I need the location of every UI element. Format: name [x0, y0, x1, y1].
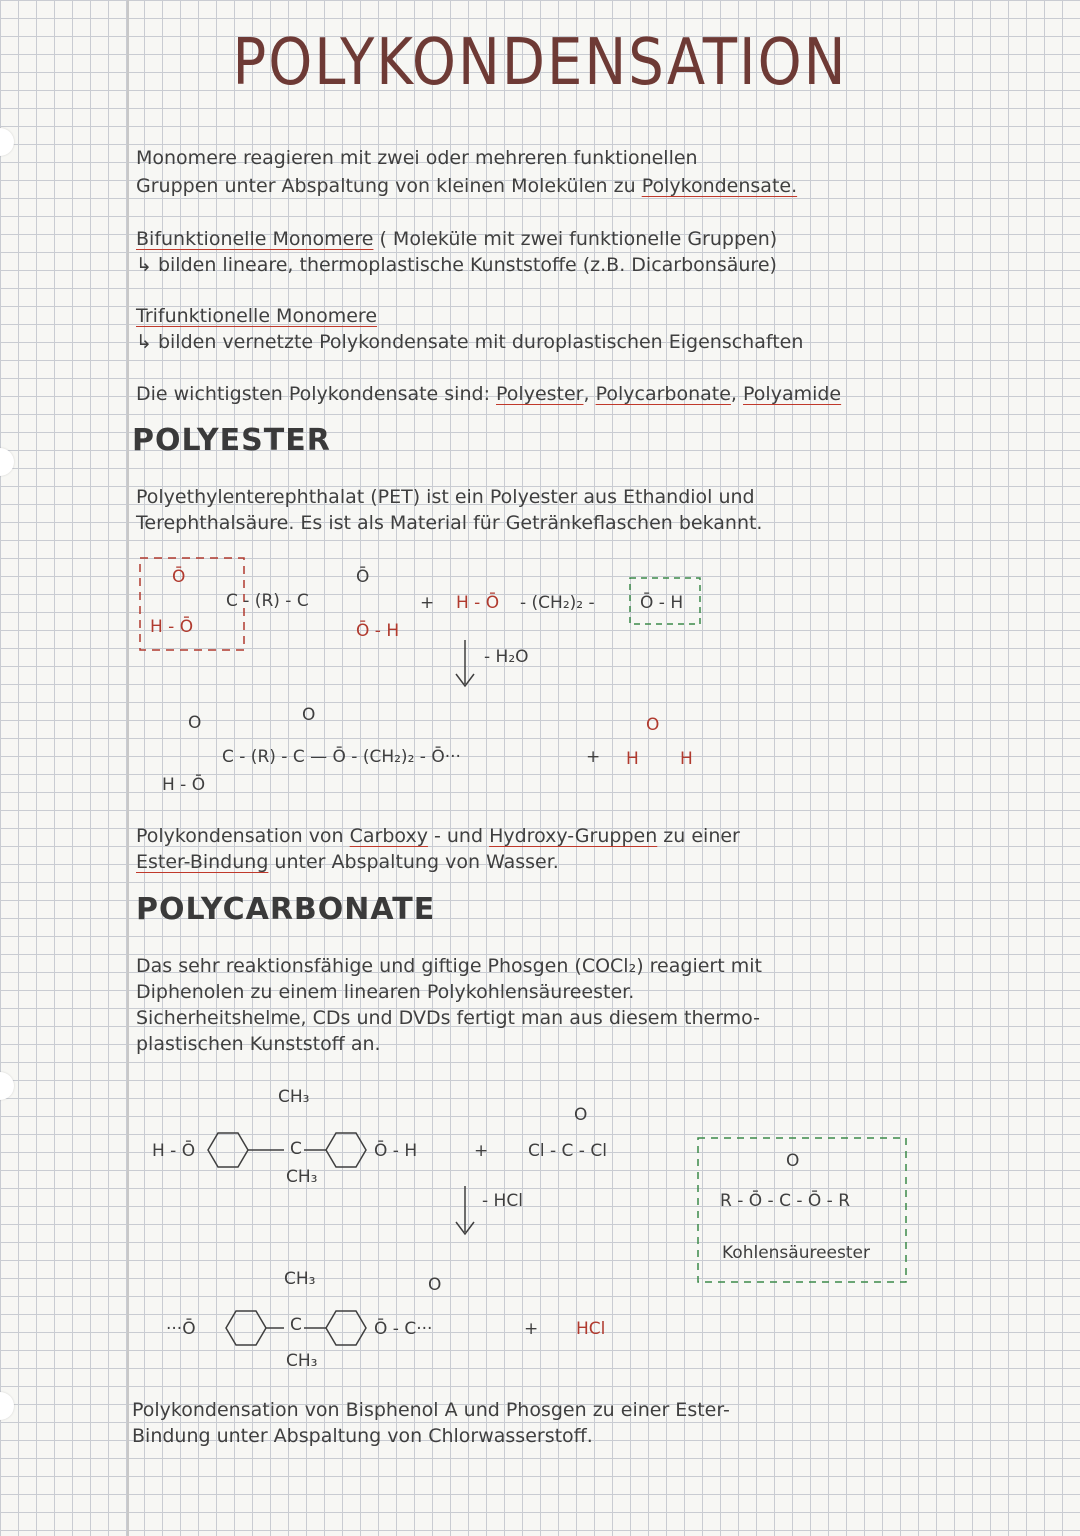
bisphenol-hydroxyl-left: H - Ō: [152, 1141, 196, 1161]
product-carbon: C: [290, 1315, 302, 1335]
water-o: O: [646, 715, 660, 735]
product-right-end: Ō - C···: [374, 1319, 433, 1339]
trifunctional-result: ↳ bilden vernetzte Polykondensate mit duroplastischen Eigenschaften: [136, 331, 804, 353]
ester-formula: R - Ō - C - Ō - R: [720, 1191, 851, 1211]
central-carbon: C: [290, 1139, 302, 1159]
product-plus: +: [586, 747, 601, 767]
intro-text: Gruppen unter Abspaltung von kleinen Molekülen zu: [136, 175, 642, 197]
separator: ,: [730, 383, 744, 405]
polycarbonate-heading: POLYCARBONATE: [136, 892, 436, 927]
pc-plus: +: [474, 1141, 489, 1161]
product-methyl-bottom: CH₃: [286, 1351, 318, 1371]
separator: ,: [583, 383, 596, 405]
benzene-ring-icon: [208, 1133, 248, 1167]
bisphenol-hydroxyl-right: Ō - H: [374, 1141, 418, 1161]
diol-hydroxyl: Ō - H: [640, 593, 684, 613]
polycarbonate-line-4: plastischen Kunststoff an.: [136, 1033, 381, 1055]
product-carbonyl-o: O: [188, 713, 202, 733]
polyester-line-2: Terephthalsäure. Es ist als Material für Getränkeflaschen bekannt.: [136, 512, 763, 534]
carboxy-term: Carboxy: [349, 825, 428, 847]
benzene-ring-icon: [226, 1311, 266, 1345]
diol-hydrogen: H - Ō: [456, 593, 500, 613]
polyester-summary-2: [136, 849, 559, 876]
carbonyl-o-right: Ō: [356, 567, 370, 587]
polycarbonate-line-2: Diphenolen zu einem linearen Polykohlensäureester.: [136, 981, 635, 1003]
methyl-bottom: CH₃: [286, 1167, 318, 1187]
ester-bond-term: Ester-Bindung: [136, 851, 269, 873]
polyester-heading: POLYESTER: [132, 423, 331, 458]
benzene-ring-icon: [326, 1133, 366, 1167]
product-left-end: ···Ō: [166, 1319, 196, 1339]
hcl-product: HCl: [576, 1319, 606, 1339]
polyester-summary-1: [136, 823, 740, 850]
product-carbonyl-o: O: [428, 1275, 442, 1295]
summary-text: zu einer: [657, 825, 740, 847]
benzene-ring-icon: [326, 1311, 366, 1345]
product-plus: +: [524, 1319, 539, 1339]
polycarbonate-line-3: Sicherheitshelme, CDs und DVDs fertigt man aus diesem thermo-: [136, 1007, 761, 1029]
summary-text: - und: [427, 825, 490, 847]
polykondensate-term: Polykondensate.: [641, 175, 798, 197]
phosgene: Cl - C - Cl: [528, 1141, 607, 1161]
ester-o: O: [786, 1151, 800, 1171]
polyester-link: Polyester: [496, 383, 584, 405]
methyl-top: CH₃: [278, 1087, 310, 1107]
summary-text: Polykondensation von: [136, 825, 350, 847]
hydroxyl-left: H - Ō: [150, 617, 194, 637]
terephthalic-core: C - (R) - C: [226, 591, 309, 611]
polycarbonate-link: Polycarbonate: [595, 383, 731, 405]
hcl-loss: - HCl: [482, 1191, 523, 1211]
polycarbonate-summary-1: Polykondensation von Bisphenol A und Phosgen zu einer Ester-: [132, 1399, 730, 1421]
polyamide-link: Polyamide: [743, 383, 842, 405]
page-title: POLYKONDENSATION: [232, 25, 848, 100]
water-h2: H: [680, 749, 693, 769]
polyester-chain: C - (R) - C — Ō - (CH₂)₂ - Ō···: [222, 747, 461, 767]
ester-label: Kohlensäureester: [722, 1243, 870, 1263]
polyester-line-1: Polyethylenterephthalat (PET) ist ein Polyester aus Ethandiol und: [136, 486, 755, 508]
water-loss: - H₂O: [484, 647, 529, 667]
hydroxyl-right: Ō - H: [356, 621, 400, 641]
product-hydroxyl: H - Ō: [162, 775, 206, 795]
product-carbonyl-o-2: O: [302, 705, 316, 725]
phosgene-o: O: [574, 1105, 588, 1125]
polycarbonate-summary-2: Bindung unter Abspaltung von Chlorwasserstoff.: [132, 1425, 593, 1447]
bifunctional-note: ( Moleküle mit zwei funktionelle Gruppen): [373, 228, 778, 250]
hydroxy-term: Hydroxy-Gruppen: [489, 825, 658, 847]
trifunctional-term: Trifunktionelle Monomere: [136, 305, 378, 327]
bifunctional-term: Bifunktionelle Monomere: [136, 228, 374, 250]
water-h1: H: [626, 749, 639, 769]
important-prefix: Die wichtigsten Polykondensate sind:: [136, 383, 497, 405]
intro-line-1: Monomere reagieren mit zwei oder mehreren funktionellen: [136, 147, 698, 169]
bifunctional-result: ↳ bilden lineare, thermoplastische Kunststoffe (z.B. Dicarbonsäure): [136, 254, 777, 276]
summary-text: unter Abspaltung von Wasser.: [268, 851, 559, 873]
carbonyl-o-left: Ō: [172, 567, 186, 587]
diol-chain: - (CH₂)₂ -: [520, 593, 595, 613]
plus-sign: +: [420, 593, 435, 613]
polycarbonate-line-1: Das sehr reaktionsfähige und giftige Phosgen (COCl₂) reagiert mit: [136, 955, 762, 977]
product-methyl-top: CH₃: [284, 1269, 316, 1289]
